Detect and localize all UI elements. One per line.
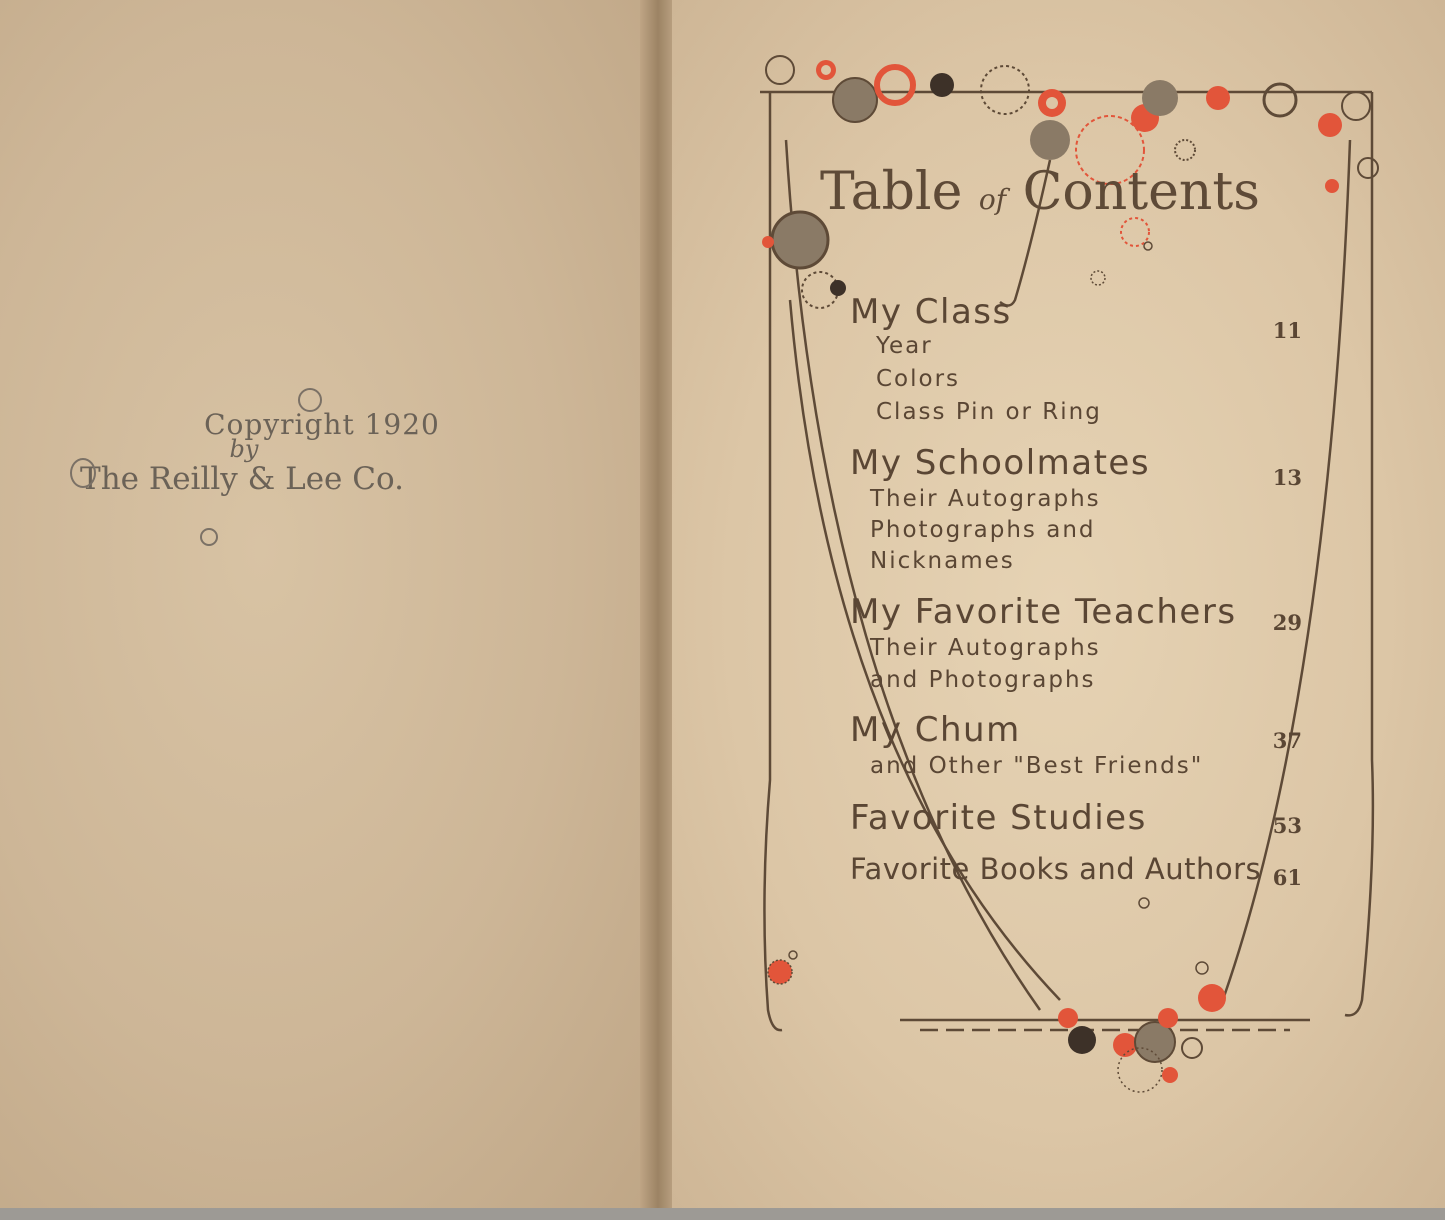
toc-sub-entry: Photographs and [870, 517, 1096, 543]
copyright-line: Copyright 1920 [204, 408, 440, 441]
toc-page-number: 61 [1272, 865, 1302, 890]
toc-entry-title: Favorite Books and Authors [850, 852, 1262, 886]
toc-sub-entry: Year [876, 333, 933, 359]
toc-page-number: 53 [1272, 813, 1302, 838]
toc-entry-title: My Schoolmates [850, 443, 1151, 483]
copyright-by: by [229, 435, 259, 463]
toc-page-number: 13 [1272, 465, 1302, 490]
toc-entry-title: Favorite Studies [850, 798, 1147, 838]
toc-title-end: Contents [1022, 162, 1260, 222]
toc-sub-entry: Colors [876, 366, 961, 392]
toc-sub-entry: Nicknames [870, 548, 1015, 574]
toc-entry-title: My Favorite Teachers [850, 592, 1237, 632]
toc-title-main: Table [820, 162, 963, 222]
toc-title [820, 162, 1320, 222]
toc-sub-entry: Their Autographs [870, 635, 1101, 661]
toc-page-number: 29 [1272, 610, 1302, 635]
toc-sub-entry: Class Pin or Ring [876, 399, 1102, 425]
toc-entry-title: My Class [850, 292, 1012, 332]
toc-page-number: 37 [1272, 728, 1302, 753]
publisher-name: The Reilly & Lee Co. [80, 461, 404, 497]
toc-title-of: of [978, 183, 1007, 216]
toc-sub-entry: Their Autographs [870, 486, 1101, 512]
toc-sub-entry: and Photographs [870, 667, 1096, 693]
toc-sub-entry: and Other "Best Friends" [870, 753, 1204, 779]
toc-entry-title: My Chum [850, 710, 1021, 750]
toc-page-number: 11 [1272, 318, 1302, 343]
ornament-cluster-bottom [768, 951, 1226, 1092]
